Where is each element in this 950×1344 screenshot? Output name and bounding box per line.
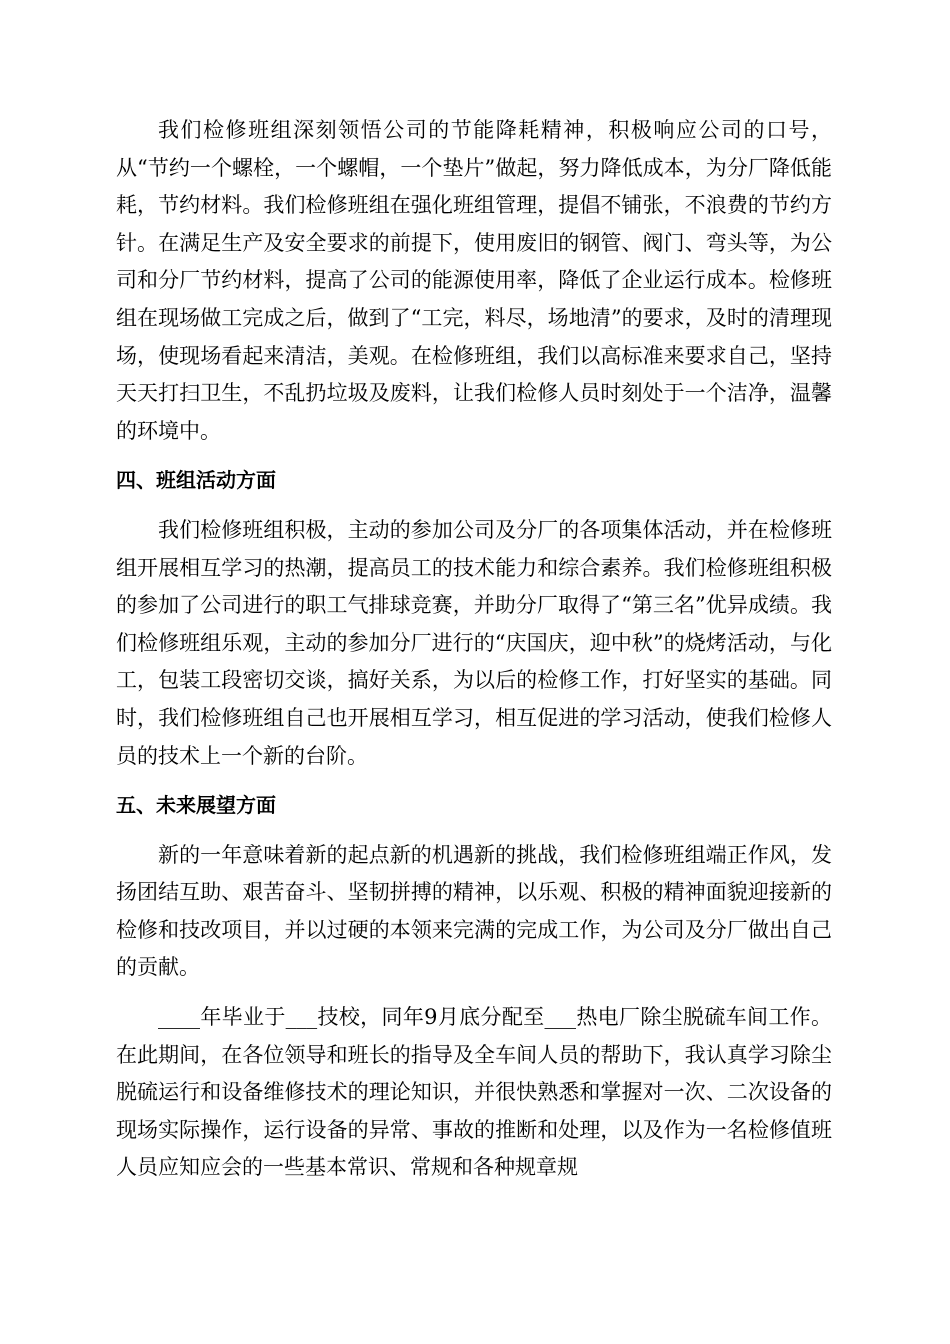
document-page	[116, 112, 832, 1199]
section-heading-team-activities: 四、班组活动方面	[116, 468, 276, 493]
section-heading-future-outlook: 五、未来展望方面	[116, 793, 276, 818]
paragraph-future-outlook: 新的一年意味着新的起点新的机遇新的挑战，我们检修班组端正作风，发扬团结互助、艰苦奋斗、坚韧拼搏的精神，以乐观、积极的精神面貌迎接新的检修和技改项目，并以过硬的本领来完满的完成工作，为公司及分厂做出自己的贡献。	[116, 842, 832, 980]
paragraph-team-activities: 我们检修班组积极，主动的参加公司及分厂的各项集体活动，并在检修班组开展相互学习的热潮，提高员工的技术能力和综合素养。我们检修班组积极的参加了公司进行的职工气排球竞赛，并助分厂取得了“第三名”优异成绩。我们检修班组乐观，主动的参加分厂进行的“庆国庆，迎中秋”的烧烤活动，与化工，包装工段密切交谈，搞好关系，为以后的检修工作，打好坚实的基础。同时，我们检修班组自己也开展相互学习，相互促进的学习活动，使我们检修人员的技术上一个新的台阶。	[116, 517, 832, 768]
paragraph-energy-saving: 我们检修班组深刻领悟公司的节能降耗精神，积极响应公司的口号，从“节约一个螺栓，一个螺帽，一个垫片”做起，努力降低成本，为分厂降低能耗，节约材料。我们检修班组在强化班组管理，提倡不铺张，不浪费的节约方针。在满足生产及安全要求的前提下，使用废旧的钢管、阀门、弯头等，为公司和分厂节约材料，提高了公司的能源使用率，降低了企业运行成本。检修班组在现场做工完成之后，做到了“工完，料尽，场地清”的要求，及时的清理现场，使现场看起来清洁，美观。在检修班组，我们以高标准来要求自己，坚持天天打扫卫生，不乱扔垃圾及废料，让我们检修人员时刻处于一个洁净，温馨的环境中。	[116, 118, 832, 443]
paragraph-personal-summary: ____年毕业于___技校，同年9月底分配至___热电厂除尘脱硫车间工作。在此期间，在各位领导和班长的指导及全车间人员的帮助下，我认真学习除尘脱硫运行和设备维修技术的理论知识，并很快熟悉和掌握对一次、二次设备的现场实际操作，运行设备的异常、事故的推断和处理，以及作为一名检修值班人员应知应会的一些基本常识、常规和各种规章规	[116, 1005, 832, 1180]
